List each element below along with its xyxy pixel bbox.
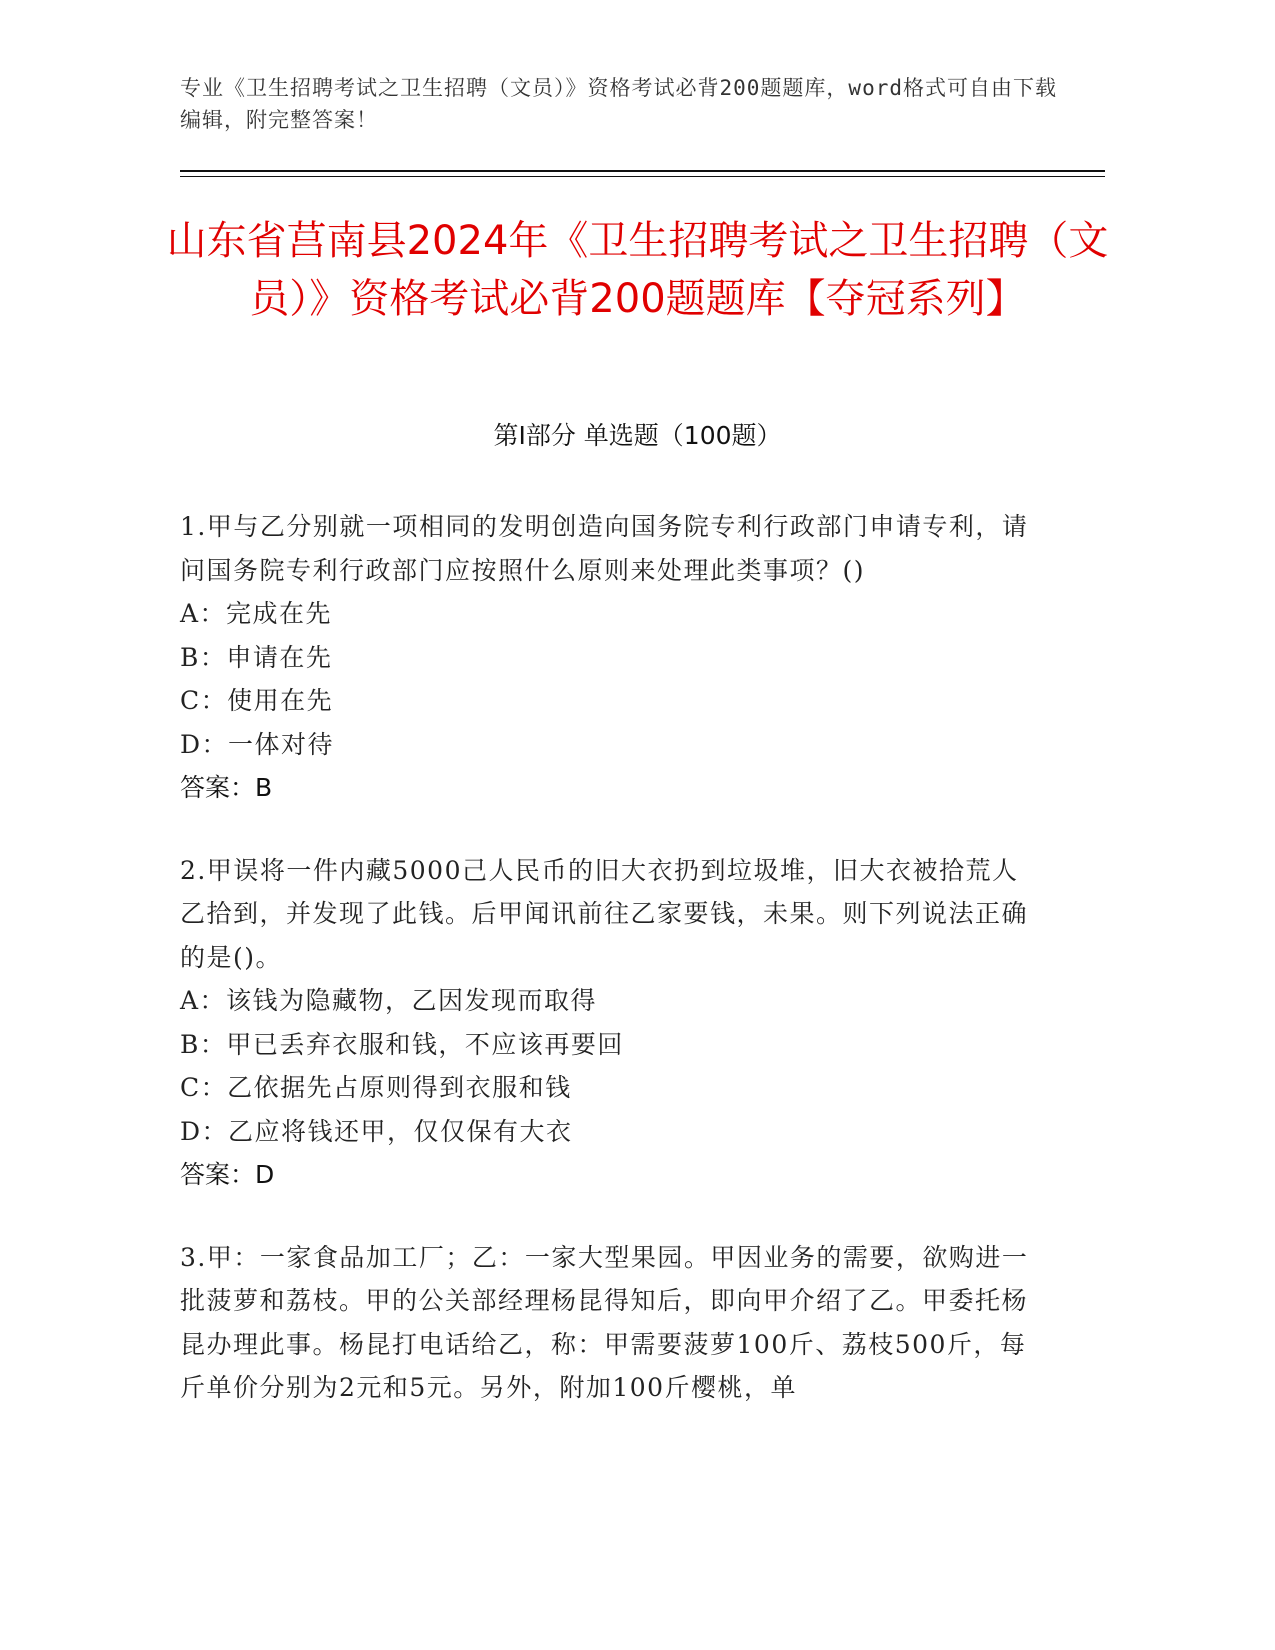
document-title: 山东省莒南县2024年《卫生招聘考试之卫生招聘（文员）》资格考试必背200题题库【夺冠系列】	[166, 218, 1109, 322]
header-divider-thin	[180, 176, 1105, 177]
option-b: B：申请在先	[180, 642, 333, 672]
question-stem: 3.甲：一家食品加工厂；乙：一家大型果园。甲因业务的需要，欲购进一批菠萝和荔枝。甲的公关部经理杨昆得知后，即向甲介绍了乙。甲委托杨昆办理此事。杨昆打电话给乙，称：甲需要菠萝100斤、荔枝500斤，每斤单价分别为2元和5元。另外，附加100斤樱桃，单	[180, 1242, 1029, 1402]
header-divider	[180, 170, 1105, 172]
answer: 答案：B	[180, 773, 273, 802]
header-note: 专业《卫生招聘考试之卫生招聘（文员）》资格考试必背200题题库，word格式可自由下载编辑，附完整答案！	[180, 76, 1057, 132]
question-stem: 1.甲与乙分别就一项相同的发明创造向国务院专利行政部门申请专利，请问国务院专利行政部门应按照什么原则来处理此类事项？()	[180, 512, 1029, 585]
question-stem: 2.甲误将一件内藏5000己人民币的旧大衣扔到垃圾堆，旧大衣被拾荒人乙拾到，并发现了此钱。后甲闻讯前往乙家要钱，未果。则下列说法正确的是()。	[180, 855, 1029, 972]
question-list	[180, 505, 1040, 1449]
option-b: B：甲已丢弃衣服和钱，不应该再要回	[180, 1029, 624, 1059]
option-c: C：使用在先	[180, 686, 334, 715]
option-a: A：该钱为隐藏物，乙因发现而取得	[180, 986, 598, 1015]
answer: 答案：D	[180, 1160, 275, 1189]
section-heading: 第Ⅰ部分 单选题（100题）	[493, 421, 782, 450]
option-d: D：一体对待	[180, 729, 335, 759]
option-c: C：乙依据先占原则得到衣服和钱	[180, 1073, 572, 1102]
question-1	[180, 505, 1040, 810]
option-d: D：乙应将钱还甲，仅仅保有大衣	[180, 1116, 573, 1146]
option-a: A：完成在先	[180, 599, 333, 628]
question-2	[180, 849, 1040, 1197]
question-3	[180, 1236, 1040, 1410]
